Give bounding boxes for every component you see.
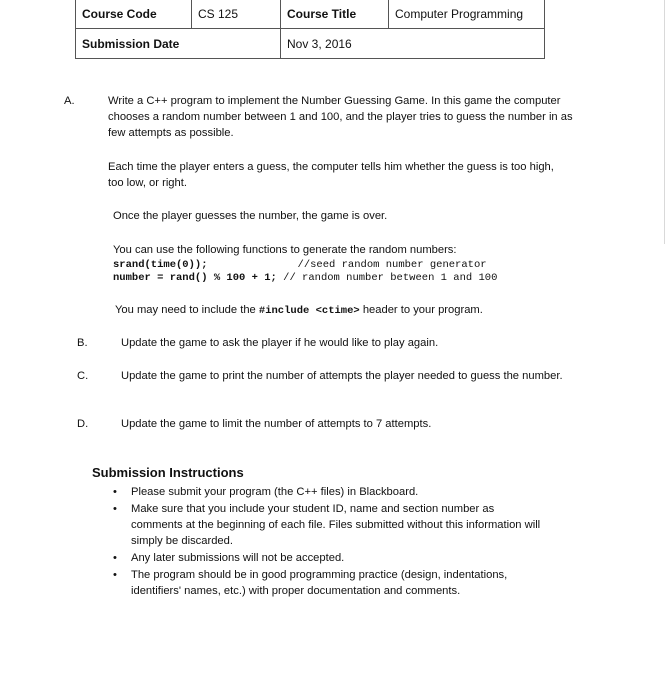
course-code-label: Course Code: [76, 0, 192, 29]
page-edge-line: [664, 0, 665, 244]
task-a-paragraph-4: You can use the following functions to generate the random numbers:: [113, 244, 457, 256]
course-code-value: CS 125: [192, 0, 281, 29]
code-line-1-comment: //seed random number generator: [297, 259, 487, 271]
submission-instructions-title: Submission Instructions: [92, 465, 244, 480]
task-c-text: Update the game to print the number of attempts the player needed to guess the number.: [121, 370, 563, 382]
list-item: [113, 501, 543, 549]
list-item-text: The program should be in good programming practice (design, indentations, identifiers' names, etc.) with proper documentation and comments.: [131, 569, 508, 597]
bullet-icon: •: [113, 552, 117, 564]
code-line-2: [113, 270, 497, 286]
task-a-paragraph-3: Once the player guesses the number, the game is over.: [113, 210, 388, 222]
table-row: [76, 29, 545, 59]
bullet-icon: •: [113, 569, 117, 581]
code-line-2-code: number = rand() % 100 + 1;: [113, 272, 277, 284]
task-c-letter: C.: [77, 370, 89, 382]
course-info-table: [75, 0, 545, 59]
include-text-before: You may need to include the: [115, 304, 259, 316]
code-line-2-comment: // random number between 1 and 100: [283, 272, 498, 284]
list-item: [113, 484, 543, 500]
include-text-after: header to your program.: [359, 304, 483, 316]
task-d-letter: D.: [77, 418, 89, 430]
list-item-text: Please submit your program (the C++ files) in Blackboard.: [131, 486, 419, 498]
list-item: [113, 567, 543, 599]
list-item: [113, 550, 543, 566]
task-a: [64, 93, 586, 141]
task-b: [77, 335, 591, 351]
include-code: #include <ctime>: [258, 305, 360, 317]
course-title-label: Course Title: [281, 0, 389, 29]
bullet-icon: •: [113, 503, 117, 515]
task-c: [77, 368, 591, 384]
bullet-icon: •: [113, 486, 117, 498]
submission-date-label: Submission Date: [76, 29, 281, 59]
task-d: [77, 416, 591, 432]
list-item-text: Make sure that you include your student ID, name and section number as comments at the beginning of each file. Files submitted without this information will simply be discarded.: [131, 503, 541, 547]
task-a-paragraph-2: Each time the player enters a guess, the computer tells him whether the guess is too high, too low, or right.: [108, 161, 554, 189]
code-line-1-code: srand(time(0));: [113, 259, 208, 271]
table-row: [76, 0, 545, 29]
task-a-text: Write a C++ program to implement the Number Guessing Game. In this game the computer chooses a random number between 1 and 100, and the player tries to guess the number in as few attempts as possible.: [108, 95, 573, 139]
task-b-text: Update the game to ask the player if he would like to play again.: [121, 337, 439, 349]
task-b-letter: B.: [77, 337, 88, 349]
task-a-letter: A.: [64, 95, 75, 107]
task-d-text: Update the game to limit the number of attempts to 7 attempts.: [121, 418, 432, 430]
list-item-text: Any later submissions will not be accepted.: [131, 552, 345, 564]
submission-date-value: Nov 3, 2016: [281, 29, 545, 59]
task-a-paragraph-5: [115, 302, 575, 319]
course-title-value: Computer Programming: [389, 0, 545, 29]
submission-instructions-list: [113, 484, 543, 600]
